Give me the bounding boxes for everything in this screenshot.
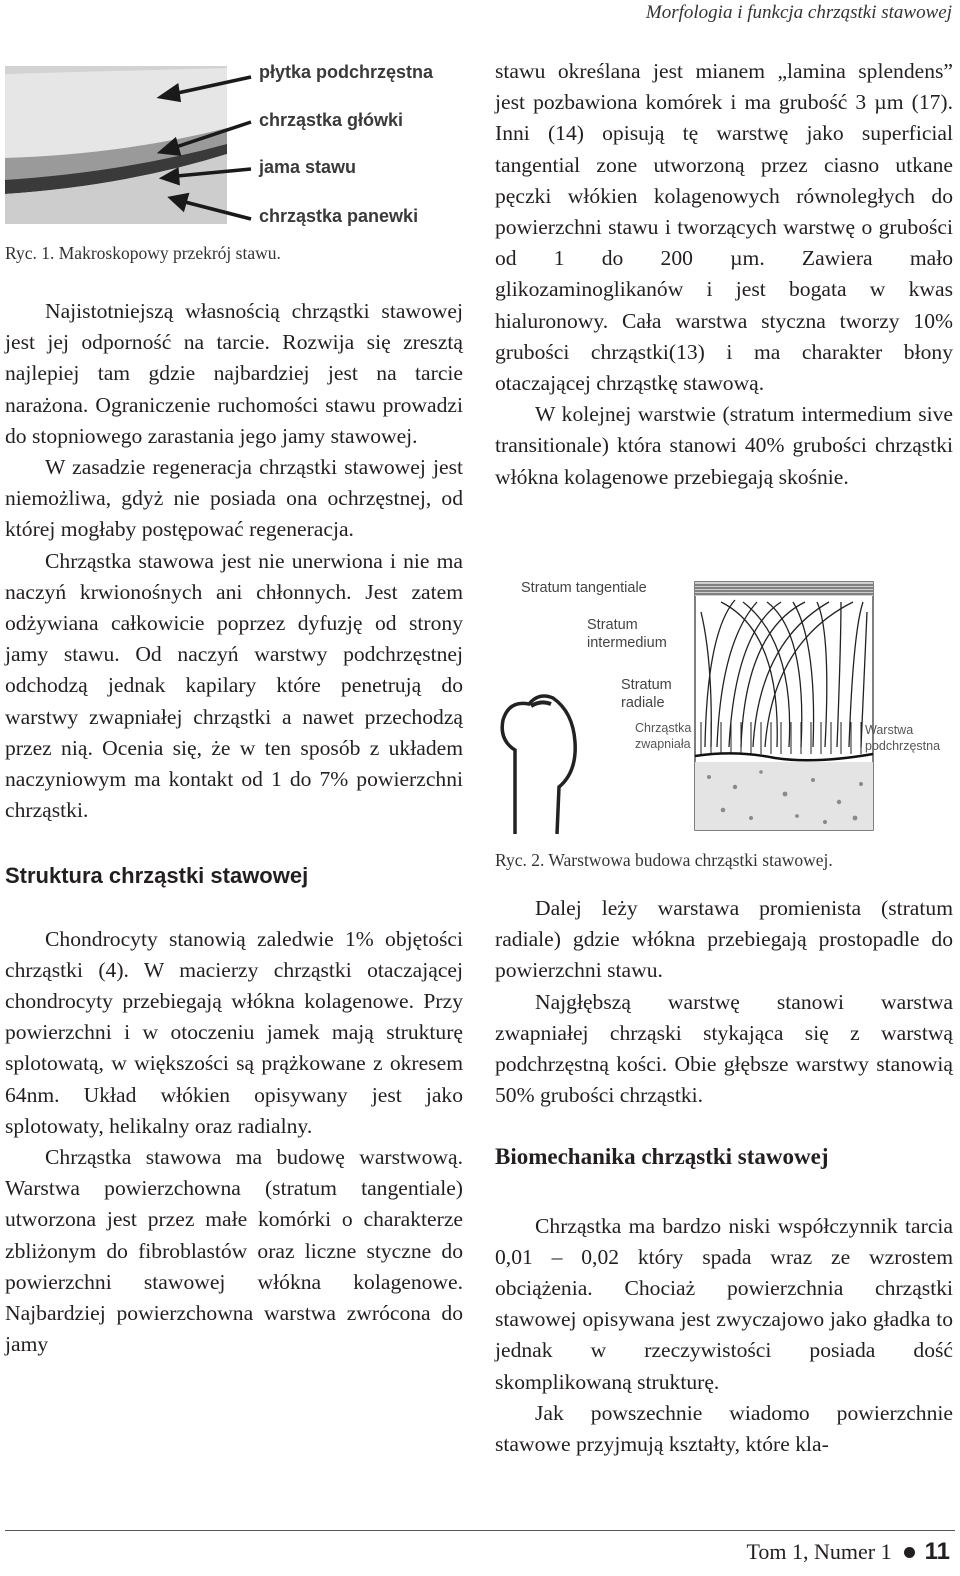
paragraph: Chondrocyty stanowią zaledwie 1% objętości chrząstki (4). W macierzy chrząstki otaczającej chondrocyty przebiegają włókna kolagenowe. Przy powierzchni i w otoczeniu jamek mają strukturę splotowatą, w większości są prążkowane z okresem 64nm. Układ włókien opisywany jest jako splotowaty, helikalny oraz radialny. xyxy=(5,926,463,1138)
paragraph: W zasadzie regeneracja chrząstki stawowej jest niemożliwa, gdyż nie posiada ona ochrzęstnej, od której mogłaby postępować regeneracja. xyxy=(5,455,463,542)
figure-1-label: chrząstka główki xyxy=(259,110,404,130)
figure-1-label: płytka podchrzęstna xyxy=(259,62,434,82)
footer-rule xyxy=(5,1530,955,1531)
figure-1-label: jama stawu xyxy=(259,157,357,177)
figure-2-label: Warstwa podchrzęstna xyxy=(865,723,941,753)
figure-1-caption: Ryc. 1. Makroskopowy przekrój stawu. xyxy=(5,243,281,263)
paragraph: Najgłębszą warstwę stanowi warstwa zwapniałej chrząski stykająca się z warstwą podchrzęstną kości. Obie głębsze warstwy stanowią 50% grubości chrząstki. xyxy=(495,989,953,1108)
running-title: Morfologia i funkcja chrząstki stawowej xyxy=(645,2,952,23)
figure-2 xyxy=(495,572,953,844)
paragraph: stawu określana jest mianem „lamina splendens” jest pozbawiona komórek i ma grubość 3 µm (17). Inni (14) opisują tę warstwę jako superficial tangential zone utworzoną przez ciasno utkane pęczki włókien kolagenowych równoległych do powierzchni stawu i tworzących warstwę o grubości od 1 do 200 µm. Zawiera mało glikozaminoglikanów i jest bogata w kwas hialuronowy. Cała warstwa styczna tworzy 10% grubości chrząstki(13) i ma charakter błony otaczającej chrząstkę stawową. xyxy=(495,59,953,396)
paragraph: Chrząstka stawowa jest nie unerwiona i nie ma naczyń krwionośnych ani chłonnych. Jest zatem odżywiana całkowicie poprzez dyfuzję od strony jamy stawu. Od naczyń warstwy podchrzęstnej odchodzą jednak kapilary które penetrują do warstwy zwapniałej chrząstki a nawet przechodzą przez nią. Ocenia się, że w ten sposób z układem naczyniowym ma kontakt od 1 do 7% powierzchni chrząstki. xyxy=(5,548,463,823)
bullet-icon xyxy=(904,1547,915,1558)
figure-2-label: Stratum radiale xyxy=(621,677,672,711)
cartilage-layers-diagram xyxy=(495,572,953,844)
paragraph: Najistotniejszą własnością chrząstki stawowej jest jej odporność na tarcie. Rozwija się zresztą najlepiej tam gdzie najbardziej jest na tarcie narażona. Ograniczenie ruchomości stawu prowadzi do stopniowego zarastania jego jamy stawowej. xyxy=(5,299,463,448)
paragraph: Chrząstka ma bardzo niski współczynnik tarcia 0,01 – 0,02 który spada wraz ze wzrostem obciążenia. Chociaż powierzchnia chrząstki stawowej opisywana jest zwyczajowo jako gładka to jednak w rzeczywistości posiada dość skomplikowaną strukturę. xyxy=(495,1213,953,1394)
figure-1 xyxy=(5,54,465,226)
footer xyxy=(747,1538,950,1566)
right-column-bottom xyxy=(495,893,953,1460)
paragraph: Chrząstka stawowa ma budowę warstwową. Warstwa powierzchowna (stratum tangentiale) utworzona jest przez małe komórki o charakterze zbliżonym do fibroblastów oraz liczne styczne do powierzchni stawowej włókna kolagenowe. Najbardziej powierzchowna warstwa zwrócona do jamy xyxy=(5,1145,463,1357)
footer-volume: Tom 1, Numer 1 xyxy=(746,1539,892,1564)
figure-2-caption: Ryc. 2. Warstwowa budowa chrząstki stawowej. xyxy=(495,850,833,870)
figure-2-label: Chrząstka zwapniała xyxy=(635,721,692,751)
paragraph: W kolejnej warstwie (stratum intermedium sive transitionale) która stanowi 40% grubości chrząstki włókna kolagenowe przebiegają skośnie. xyxy=(495,402,953,489)
figure-1-label: chrząstka panewki xyxy=(259,206,419,226)
right-column-top xyxy=(495,56,953,493)
page-number: 11 xyxy=(924,1538,950,1565)
section-heading: Struktura chrząstki stawowej xyxy=(5,863,309,889)
left-column xyxy=(5,296,463,1361)
paragraph: Dalej leży warstawa promienista (stratum radiale) gdzie włókna przebiegają prostopadle do powierzchni stawu. xyxy=(495,896,953,983)
paragraph: Jak powszechnie wiadomo powierzchnie stawowe przyjmują kształty, które kla- xyxy=(495,1400,953,1457)
section-heading: Biomechanika chrząstki stawowej xyxy=(495,1144,829,1170)
figure-2-label: Stratum tangentiale xyxy=(521,580,647,596)
figure-2-label: Stratum intermedium xyxy=(587,617,667,651)
